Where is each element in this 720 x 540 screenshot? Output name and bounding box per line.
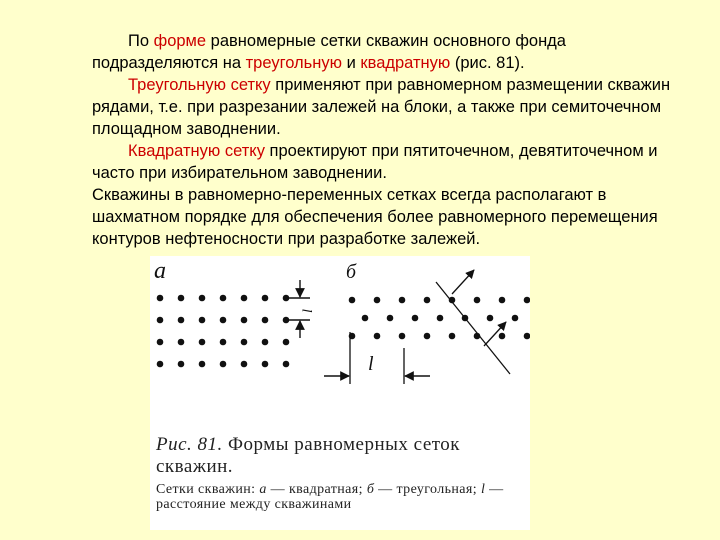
figure-81 bbox=[150, 256, 530, 530]
well-dot bbox=[512, 315, 519, 322]
well-dot bbox=[199, 361, 206, 368]
term-square: квадратную bbox=[360, 54, 451, 72]
well-dot bbox=[241, 339, 248, 346]
text-span: Скважины в равномерно-переменных сетках всегда располагают в шахматном порядке для обеспечения более равномерного перемещения контуров нефтеносности при разработке залежей. bbox=[92, 186, 658, 248]
well-dot bbox=[157, 317, 164, 324]
term-forma: форме bbox=[153, 32, 207, 50]
well-dot bbox=[424, 333, 431, 340]
well-dot bbox=[474, 297, 481, 304]
well-dot bbox=[262, 295, 269, 302]
well-dot bbox=[262, 339, 269, 346]
well-dot bbox=[399, 333, 406, 340]
label-l-square: l bbox=[301, 309, 316, 313]
text-span: По bbox=[128, 32, 154, 50]
square-grid-wells bbox=[157, 295, 290, 368]
caption-body bbox=[156, 482, 526, 512]
well-dot bbox=[178, 295, 185, 302]
caption-title bbox=[156, 434, 526, 478]
text-span: проектируют при пятиточечном, девятиточечном и часто при избирательном заводнении. bbox=[92, 142, 658, 182]
well-dot bbox=[283, 361, 290, 368]
label-a: а bbox=[154, 258, 166, 284]
text-block bbox=[92, 30, 682, 250]
caption-symbol-a: а bbox=[259, 482, 267, 497]
caption-title-text: Формы равномерных сеток скважин. bbox=[156, 434, 461, 477]
well-dot bbox=[220, 361, 227, 368]
paragraph-4 bbox=[92, 184, 682, 250]
well-dot bbox=[178, 339, 185, 346]
well-dot bbox=[487, 315, 494, 322]
well-dot bbox=[157, 339, 164, 346]
text-span: и bbox=[342, 54, 361, 72]
caption-text: Сетки скважин: bbox=[156, 482, 260, 497]
paragraph-2 bbox=[92, 74, 682, 140]
label-l-triangle: l bbox=[368, 353, 374, 375]
well-dot bbox=[374, 297, 381, 304]
well-dot bbox=[524, 333, 530, 340]
square-spacing-marker bbox=[288, 280, 316, 338]
text-span: равномерные сетки скважин основного фонда подразделяются на bbox=[92, 32, 566, 72]
well-dot bbox=[399, 297, 406, 304]
well-dot bbox=[157, 295, 164, 302]
grid-diagram bbox=[150, 256, 530, 436]
triangular-spacing-marker bbox=[324, 270, 510, 384]
well-dot bbox=[241, 317, 248, 324]
well-dot bbox=[374, 333, 381, 340]
well-dot bbox=[178, 361, 185, 368]
well-dot bbox=[241, 361, 248, 368]
well-dot bbox=[220, 317, 227, 324]
well-dot bbox=[220, 339, 227, 346]
triangular-grid-wells bbox=[349, 297, 530, 340]
well-dot bbox=[241, 295, 248, 302]
label-b: б bbox=[346, 261, 357, 283]
well-dot bbox=[449, 333, 456, 340]
caption-symbol-l: l bbox=[480, 482, 486, 497]
well-dot bbox=[499, 297, 506, 304]
well-dot bbox=[157, 361, 164, 368]
caption-text: — треугольная; bbox=[374, 482, 481, 497]
well-dot bbox=[283, 339, 290, 346]
term-triangular-grid: Треугольную сетку bbox=[128, 76, 271, 94]
caption-text: — расстояние между скважинами bbox=[156, 482, 504, 512]
term-triangular: треугольную bbox=[245, 54, 342, 72]
well-dot bbox=[199, 339, 206, 346]
well-dot bbox=[262, 361, 269, 368]
caption-symbol-b: б bbox=[366, 482, 375, 497]
text-span: применяют при равномерном размещении скважин рядами, т.е. при разрезании залежей на блоки, а также при семиточечном площадном заводнении. bbox=[92, 76, 671, 138]
well-dot bbox=[199, 295, 206, 302]
caption-figure-number: Рис. 81. bbox=[156, 434, 223, 455]
well-dot bbox=[178, 317, 185, 324]
caption-text: — квадратная; bbox=[266, 482, 367, 497]
well-dot bbox=[199, 317, 206, 324]
paragraph-1 bbox=[92, 30, 682, 74]
term-square-grid: Квадратную сетку bbox=[128, 142, 265, 160]
paragraph-3 bbox=[92, 140, 682, 184]
well-dot bbox=[424, 297, 431, 304]
well-dot bbox=[499, 333, 506, 340]
well-dot bbox=[524, 297, 530, 304]
well-dot bbox=[262, 317, 269, 324]
well-dot bbox=[412, 315, 419, 322]
well-dot bbox=[349, 297, 356, 304]
well-dot bbox=[437, 315, 444, 322]
well-dot bbox=[362, 315, 369, 322]
text-span: (рис. 81). bbox=[450, 54, 525, 72]
well-dot bbox=[220, 295, 227, 302]
figure-caption bbox=[156, 434, 526, 512]
well-dot bbox=[387, 315, 394, 322]
